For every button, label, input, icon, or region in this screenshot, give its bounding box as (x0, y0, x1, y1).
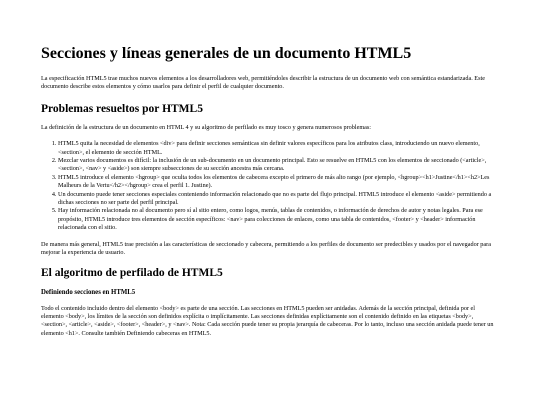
problems-closing-paragraph: De manera más general, HTML5 trae precisión a las características de seccionado y cabecera, permitiendo a los perfiles de documento ser predecibles y usados por el navegador para mejorar la experiencia de usuario. (41, 240, 491, 257)
problems-list (41, 140, 498, 232)
problems-lead-paragraph: La definición de la estructura de un documento en HTML 4 y su algoritmo de perfilado es muy tosco y genera numerosos problemas: (41, 123, 372, 131)
intro-paragraph: La especificación HTML5 trae muchos nuevos elementos a los desarrolladores web, permitiéndoles describir la estructura de un documento web con semántica estandarizada. Este documento describe estos elementos y cómo usarlos para definir el perfil de cualquier documento. (41, 75, 485, 91)
list-item: 1. HTML5 quita la necesidad de elementos <div> para definir secciones semánticas sin definir valores específicos para los atributos class, introduciendo un nuevo elemento, <section>, el elemento de sección HTML. (58, 140, 498, 157)
page-title: Secciones y líneas generales de un documento HTML5 (41, 45, 412, 62)
list-item: 4. Un documento puede tener secciones especiales conteniendo información relacionado que no es parte del flujo principal. HTML5 introduce el elemento <aside> permitiendo a dichas secciones no ser parte del perfil principal. (58, 191, 498, 208)
algorithm-body-paragraph: Todo el contenido incluido dentro del elemento <body> es parte de una sección. Las secciones en HTML5 pueden ser anidadas. Además de la sección principal, definida por el elemento <body>, los límites de la sección son definidos explícita o implícitamente. Las secciones definidas explícitamente son el contenido definido en las etiquetas <body>, <section>, <article>, <aside>, <footer>, <header>, y <nav>. Nota: Cada sección puede tener su propia jerarquía de cabeceras. Por lo tanto, incluso una sección anidada puede tener un elemento <h1>. Consulte también Definiendo cabeceras en HTML5. (41, 304, 494, 337)
list-item: 3. HTML5 introduce el elemento <hgroup> que oculta todos los elementos de cabecera excepto el primero de más alto rango (por ejemplo, <hgroup><h1>Justine</h1><h2>Les Malheurs de la Vertu</h2></hgroup> crea el perfil 1. Justine). (58, 174, 498, 191)
list-item: 5. Hay información relacionada no al documento pero sí al sitio entero, como logos, menús, tablas de contenidos, o información de derechos de autor y notas legales. Para ese propósito, HTML5 introduce tres elementos de sección específicos: <nav> para colecciones de enlaces, como una tabla de contenidos, <footer> y <header> información relacionada con el sitio. (58, 207, 498, 232)
list-item: 2. Mezclar varios documentos es difícil: la inclusión de un sub-documento en un documento principal. Esto se resuelve en HTML5 con los elementos de seccionado (<article>, <section>, <nav> y <aside>) son siempre subsecciones de su sección ancestra más cercana. (58, 157, 498, 174)
section-heading-algorithm: El algoritmo de perfilado de HTML5 (41, 266, 223, 279)
section-heading-problems: Problemas resueltos por HTML5 (41, 102, 203, 115)
subheading-defining-sections: Definiendo secciones en HTML5 (41, 288, 136, 296)
